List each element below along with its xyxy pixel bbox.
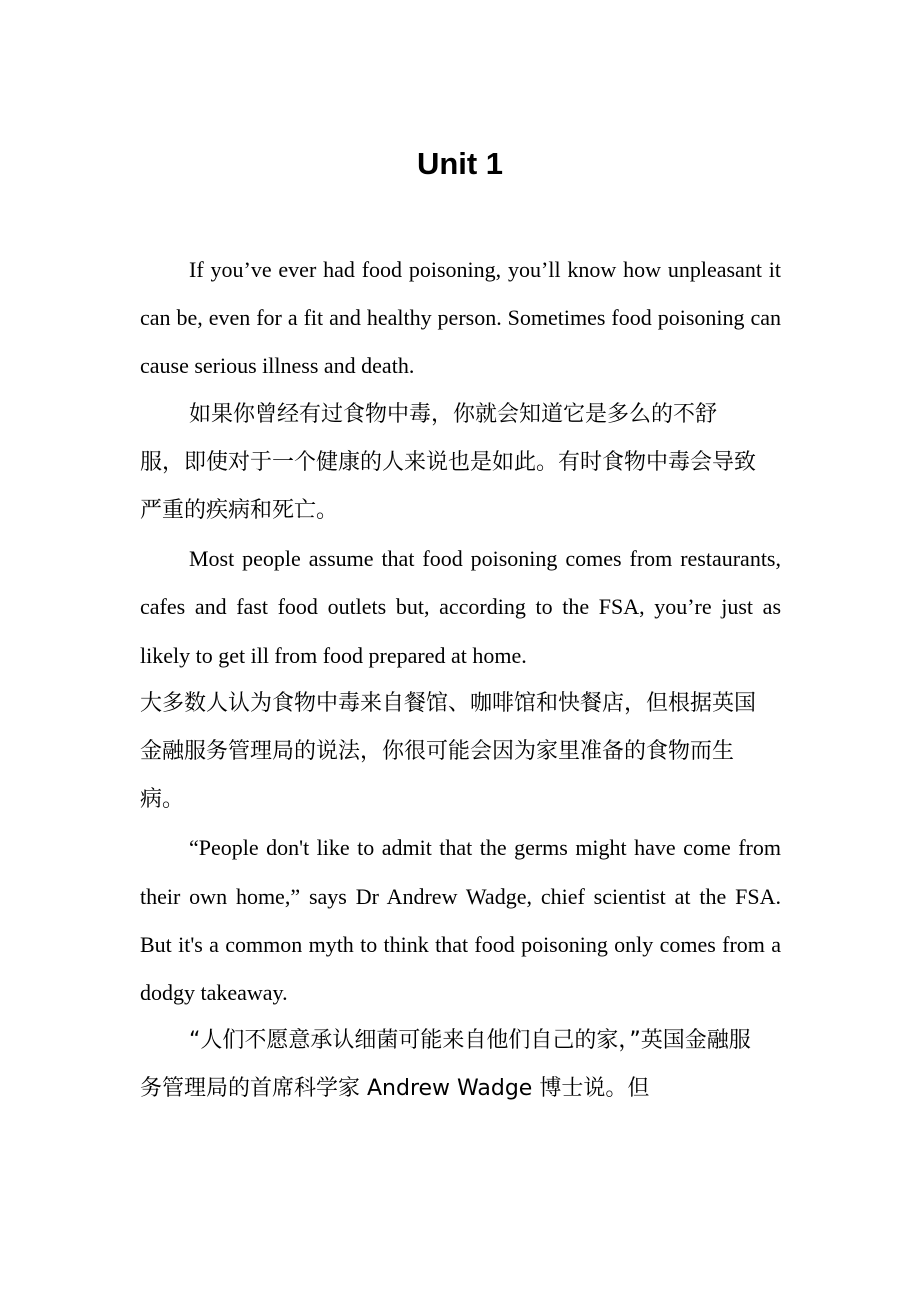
- paragraph-en-2: Most people assume that food poisoning comes from restaurants, cafes and fast food outlets but, according to the FSA, you’re just as likely to get ill from food prepared at home.: [140, 546, 781, 668]
- paragraph-zh-2: 大多数人认为食物中毒来自餐馆、咖啡馆和快餐店，但根据英国金融服务管理局的说法，你很可能会因为家里准备的食物而生病。: [140, 690, 757, 813]
- document-body: [140, 246, 781, 1114]
- paragraph-zh-3: “人们不愿意承认细菌可能来自他们自己的家，”英国金融服务管理局的首席科学家 Andrew Wadge 博士说。但: [140, 1028, 751, 1102]
- paragraph-en-3: “People don't like to admit that the germs might have come from their own home,” says Dr Andrew Wadge, chief scientist at the FSA. But it's a common myth to think that food poisoning only comes from a dodgy takeaway.: [140, 835, 781, 1006]
- unit-title: Unit 1: [416, 146, 504, 181]
- paragraph-zh-1: 如果你曾经有过食物中毒，你就会知道它是多么的不舒服，即使对于一个健康的人来说也是如此。有时食物中毒会导致严重的疾病和死亡。: [140, 401, 757, 524]
- paragraph-en-1: If you’ve ever had food poisoning, you’ll know how unpleasant it can be, even for a fit and healthy person. Sometimes food poisoning can cause serious illness and death.: [140, 257, 781, 379]
